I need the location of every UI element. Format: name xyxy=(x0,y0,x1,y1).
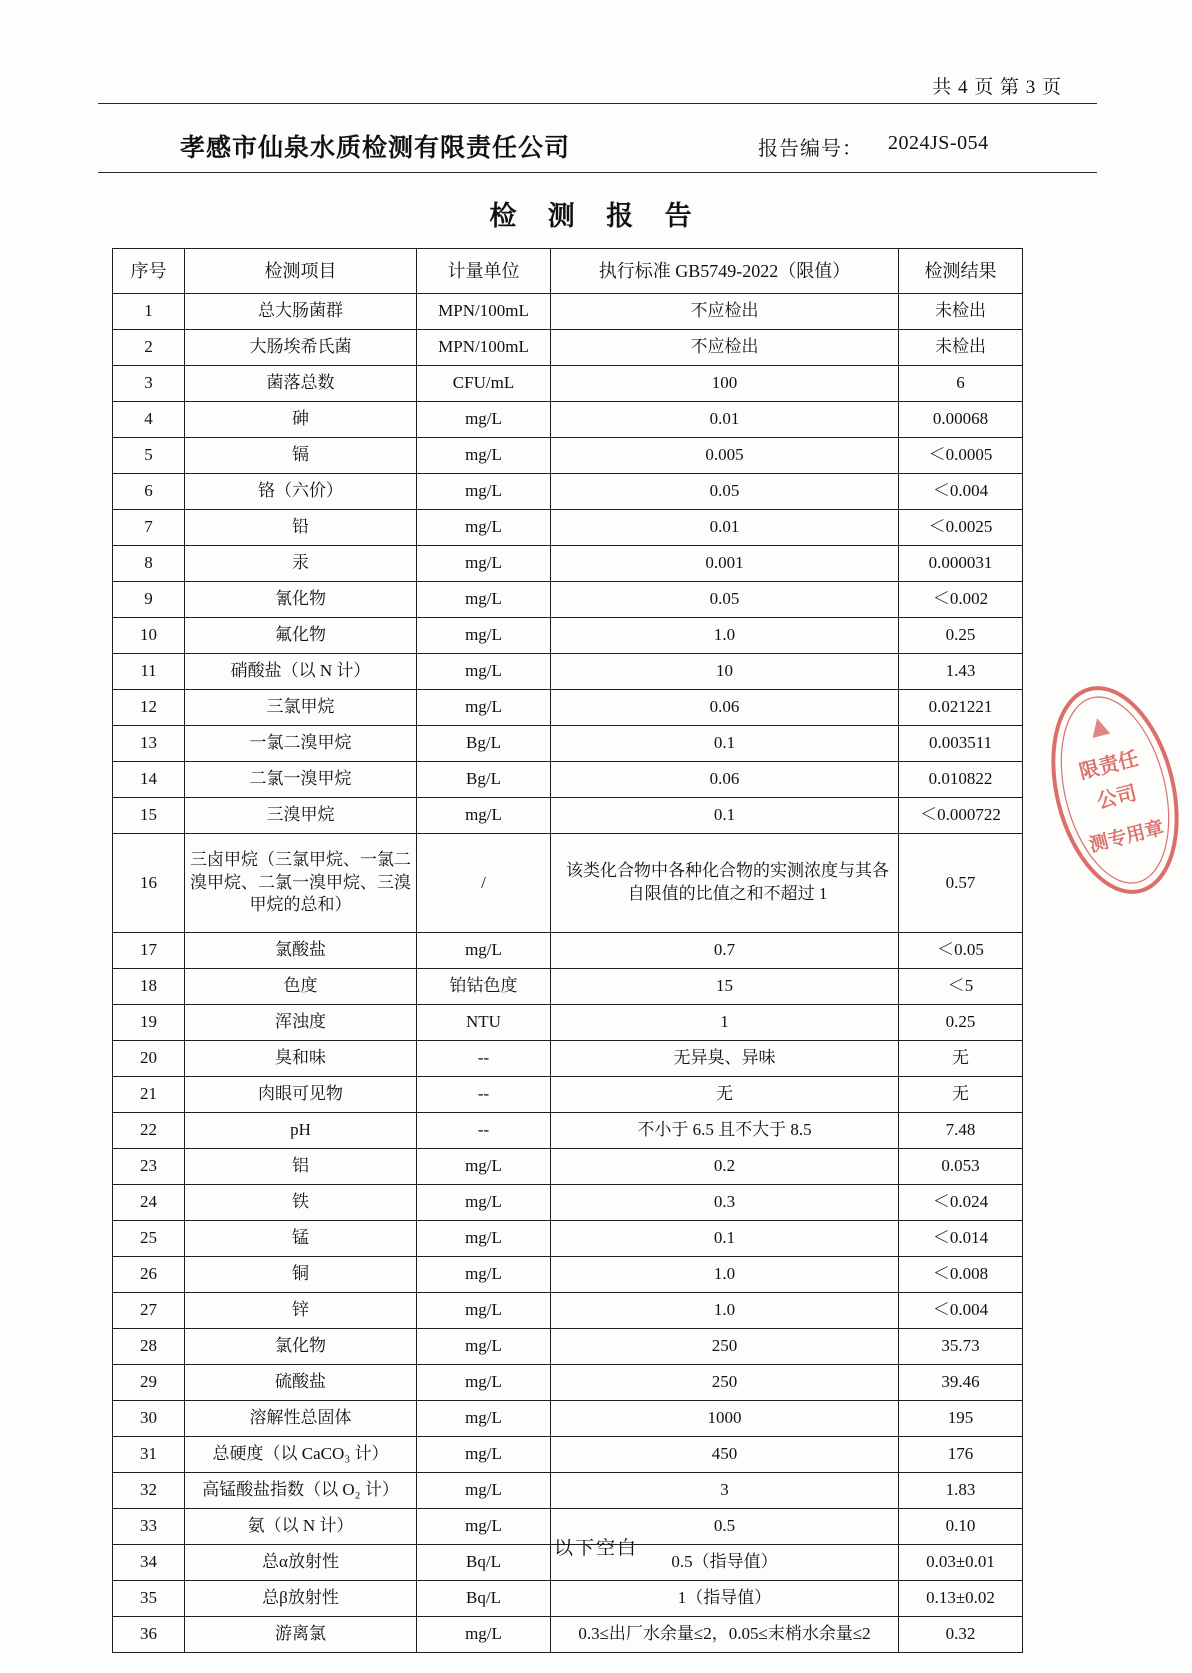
cell-no: 24 xyxy=(113,1185,185,1221)
cell-item: 二氯一溴甲烷 xyxy=(185,762,417,798)
page-indicator: 共 4 页 第 3 页 xyxy=(932,77,1062,98)
table-row xyxy=(113,969,1023,1005)
column-header-item: 检测项目 xyxy=(185,249,417,294)
cell-unit: mg/L xyxy=(417,690,551,726)
cell-result: 0.00068 xyxy=(899,402,1023,438)
document-title: 检 测 报 告 xyxy=(489,201,703,232)
cell-item: 汞 xyxy=(185,546,417,582)
cell-result: 0.32 xyxy=(899,1617,1023,1653)
cell-item: 色度 xyxy=(185,969,417,1005)
cell-item: 总α放射性 xyxy=(185,1545,417,1581)
cell-no: 14 xyxy=(113,762,185,798)
cell-standard: 10 xyxy=(551,654,899,690)
table-row xyxy=(113,1473,1023,1509)
cell-standard: 1.0 xyxy=(551,618,899,654)
cell-item: 三溴甲烷 xyxy=(185,798,417,834)
cell-unit: Bq/L xyxy=(417,1581,551,1617)
cell-unit: mg/L xyxy=(417,1509,551,1545)
cell-result: 6 xyxy=(899,366,1023,402)
cell-result: ＜0.004 xyxy=(899,474,1023,510)
cell-standard: 不应检出 xyxy=(551,330,899,366)
results-table-body xyxy=(113,294,1023,1653)
cell-item: 臭和味 xyxy=(185,1041,417,1077)
cell-result: ＜0.0005 xyxy=(899,438,1023,474)
cell-result: 未检出 xyxy=(899,330,1023,366)
cell-item: 氯酸盐 xyxy=(185,933,417,969)
cell-no: 18 xyxy=(113,969,185,1005)
cell-no: 35 xyxy=(113,1581,185,1617)
cell-no: 27 xyxy=(113,1293,185,1329)
cell-standard: 0.5 xyxy=(551,1509,899,1545)
table-row xyxy=(113,690,1023,726)
cell-item: 总大肠菌群 xyxy=(185,294,417,330)
cell-no: 2 xyxy=(113,330,185,366)
table-row xyxy=(113,834,1023,933)
cell-result: 0.000031 xyxy=(899,546,1023,582)
table-row xyxy=(113,546,1023,582)
table-row xyxy=(113,1365,1023,1401)
cell-unit: mg/L xyxy=(417,1401,551,1437)
cell-result: ＜0.002 xyxy=(899,582,1023,618)
cell-no: 7 xyxy=(113,510,185,546)
cell-item: 锌 xyxy=(185,1293,417,1329)
cell-standard: 0.2 xyxy=(551,1149,899,1185)
cell-unit: 铂钴色度 xyxy=(417,969,551,1005)
cell-unit: MPN/100mL xyxy=(417,294,551,330)
cell-item: 铬（六价） xyxy=(185,474,417,510)
table-row xyxy=(113,1437,1023,1473)
cell-result: 0.053 xyxy=(899,1149,1023,1185)
column-header-standard: 执行标准 GB5749-2022（限值） xyxy=(551,249,899,294)
cell-standard: 无异臭、异味 xyxy=(551,1041,899,1077)
cell-standard: 3 xyxy=(551,1473,899,1509)
cell-no: 28 xyxy=(113,1329,185,1365)
cell-standard: 0.1 xyxy=(551,726,899,762)
cell-result: 无 xyxy=(899,1077,1023,1113)
cell-no: 3 xyxy=(113,366,185,402)
table-row xyxy=(113,1077,1023,1113)
cell-no: 10 xyxy=(113,618,185,654)
column-header-unit: 计量单位 xyxy=(417,249,551,294)
cell-result: ＜5 xyxy=(899,969,1023,1005)
company-seal-stamp xyxy=(1044,676,1186,904)
table-row xyxy=(113,294,1023,330)
cell-unit: MPN/100mL xyxy=(417,330,551,366)
cell-result: 39.46 xyxy=(899,1365,1023,1401)
cell-result: ＜0.024 xyxy=(899,1185,1023,1221)
cell-unit: -- xyxy=(417,1077,551,1113)
cell-result: 0.021221 xyxy=(899,690,1023,726)
cell-no: 23 xyxy=(113,1149,185,1185)
cell-standard: 0.01 xyxy=(551,510,899,546)
cell-unit: mg/L xyxy=(417,510,551,546)
cell-no: 21 xyxy=(113,1077,185,1113)
cell-standard: 1000 xyxy=(551,1401,899,1437)
cell-no: 25 xyxy=(113,1221,185,1257)
cell-item: 三卤甲烷（三氯甲烷、一氯二溴甲烷、二氯一溴甲烷、三溴甲烷的总和） xyxy=(185,834,417,933)
table-row xyxy=(113,1005,1023,1041)
cell-unit: mg/L xyxy=(417,1473,551,1509)
report-number-value: 2024JS-054 xyxy=(888,132,989,154)
cell-item: 溶解性总固体 xyxy=(185,1401,417,1437)
cell-unit: mg/L xyxy=(417,618,551,654)
table-row xyxy=(113,1581,1023,1617)
table-row xyxy=(113,1221,1023,1257)
cell-standard: 0.1 xyxy=(551,798,899,834)
cell-unit: mg/L xyxy=(417,546,551,582)
table-row xyxy=(113,798,1023,834)
cell-result: 7.48 xyxy=(899,1113,1023,1149)
table-row xyxy=(113,474,1023,510)
cell-no: 20 xyxy=(113,1041,185,1077)
cell-item: 铜 xyxy=(185,1257,417,1293)
cell-unit: mg/L xyxy=(417,582,551,618)
cell-standard: 0.05 xyxy=(551,582,899,618)
cell-standard: 1.0 xyxy=(551,1257,899,1293)
cell-no: 15 xyxy=(113,798,185,834)
cell-result: 0.10 xyxy=(899,1509,1023,1545)
cell-result: 35.73 xyxy=(899,1329,1023,1365)
cell-unit: CFU/mL xyxy=(417,366,551,402)
table-row xyxy=(113,1401,1023,1437)
cell-item: 一氯二溴甲烷 xyxy=(185,726,417,762)
cell-result: 未检出 xyxy=(899,294,1023,330)
cell-no: 1 xyxy=(113,294,185,330)
table-row xyxy=(113,1617,1023,1653)
cell-item: 镉 xyxy=(185,438,417,474)
cell-item: 氯化物 xyxy=(185,1329,417,1365)
svg-text:限责任: 限责任 xyxy=(1076,745,1141,784)
cell-no: 19 xyxy=(113,1005,185,1041)
table-row xyxy=(113,1041,1023,1077)
cell-standard: 0.3 xyxy=(551,1185,899,1221)
cell-standard: 0.3≤出厂水余量≤2，0.05≤末梢水余量≤2 xyxy=(551,1617,899,1653)
cell-item: 肉眼可见物 xyxy=(185,1077,417,1113)
cell-item: 游离氯 xyxy=(185,1617,417,1653)
cell-no: 32 xyxy=(113,1473,185,1509)
company-name: 孝感市仙泉水质检测有限责任公司 xyxy=(180,133,571,162)
footer-note: 以下空白 xyxy=(553,1538,638,1559)
table-row xyxy=(113,618,1023,654)
cell-no: 29 xyxy=(113,1365,185,1401)
svg-text:公司: 公司 xyxy=(1094,780,1140,814)
cell-no: 9 xyxy=(113,582,185,618)
company-header-row xyxy=(98,128,1097,168)
cell-no: 6 xyxy=(113,474,185,510)
table-row xyxy=(113,1257,1023,1293)
report-number-label: 报告编号： xyxy=(758,138,863,160)
cell-no: 16 xyxy=(113,834,185,933)
cell-standard: 0.7 xyxy=(551,933,899,969)
cell-unit: NTU xyxy=(417,1005,551,1041)
table-header-row xyxy=(113,249,1023,294)
cell-item: 砷 xyxy=(185,402,417,438)
cell-item: 三氯甲烷 xyxy=(185,690,417,726)
cell-unit: mg/L xyxy=(417,1617,551,1653)
cell-item: 硝酸盐（以 N 计） xyxy=(185,654,417,690)
cell-result: 0.003511 xyxy=(899,726,1023,762)
table-row xyxy=(113,582,1023,618)
cell-standard: 0.05 xyxy=(551,474,899,510)
table-row xyxy=(113,1113,1023,1149)
cell-unit: mg/L xyxy=(417,1437,551,1473)
cell-unit: mg/L xyxy=(417,798,551,834)
cell-result: ＜0.05 xyxy=(899,933,1023,969)
cell-standard: 该类化合物中各种化合物的实测浓度与其各自限值的比值之和不超过 1 xyxy=(551,834,899,933)
cell-result: ＜0.008 xyxy=(899,1257,1023,1293)
cell-standard: 0.1 xyxy=(551,1221,899,1257)
cell-unit: mg/L xyxy=(417,1329,551,1365)
cell-standard: 不小于 6.5 且不大于 8.5 xyxy=(551,1113,899,1149)
cell-item: 氰化物 xyxy=(185,582,417,618)
cell-item: 铁 xyxy=(185,1185,417,1221)
cell-result: 1.83 xyxy=(899,1473,1023,1509)
cell-item: 总β放射性 xyxy=(185,1581,417,1617)
cell-standard: 1.0 xyxy=(551,1293,899,1329)
results-table xyxy=(112,248,1023,1653)
cell-standard: 1（指导值） xyxy=(551,1581,899,1617)
cell-result: 195 xyxy=(899,1401,1023,1437)
cell-standard: 0.5（指导值） xyxy=(551,1545,899,1581)
cell-unit: -- xyxy=(417,1113,551,1149)
cell-item: 氨（以 N 计） xyxy=(185,1509,417,1545)
cell-standard: 0.06 xyxy=(551,690,899,726)
table-row xyxy=(113,510,1023,546)
cell-standard: 250 xyxy=(551,1329,899,1365)
column-header-result: 检测结果 xyxy=(899,249,1023,294)
cell-result: 0.010822 xyxy=(899,762,1023,798)
svg-text:测专用章: 测专用章 xyxy=(1087,816,1167,857)
cell-standard: 250 xyxy=(551,1365,899,1401)
cell-no: 36 xyxy=(113,1617,185,1653)
cell-standard: 15 xyxy=(551,969,899,1005)
cell-result: ＜0.004 xyxy=(899,1293,1023,1329)
cell-result: ＜0.000722 xyxy=(899,798,1023,834)
cell-unit: mg/L xyxy=(417,1221,551,1257)
cell-no: 26 xyxy=(113,1257,185,1293)
cell-unit: mg/L xyxy=(417,402,551,438)
company-divider xyxy=(98,172,1097,173)
table-row xyxy=(113,933,1023,969)
cell-standard: 无 xyxy=(551,1077,899,1113)
cell-no: 30 xyxy=(113,1401,185,1437)
cell-result: 0.25 xyxy=(899,1005,1023,1041)
cell-item: 高锰酸盐指数（以 O₂ 计） xyxy=(185,1473,417,1509)
column-header-no: 序号 xyxy=(113,249,185,294)
cell-no: 13 xyxy=(113,726,185,762)
cell-standard: 0.005 xyxy=(551,438,899,474)
cell-result: 无 xyxy=(899,1041,1023,1077)
cell-no: 33 xyxy=(113,1509,185,1545)
cell-standard: 1 xyxy=(551,1005,899,1041)
cell-result: 176 xyxy=(899,1437,1023,1473)
cell-unit: mg/L xyxy=(417,1293,551,1329)
table-row xyxy=(113,330,1023,366)
table-row xyxy=(113,438,1023,474)
cell-no: 12 xyxy=(113,690,185,726)
cell-item: 大肠埃希氏菌 xyxy=(185,330,417,366)
cell-item: 硫酸盐 xyxy=(185,1365,417,1401)
cell-unit: mg/L xyxy=(417,438,551,474)
table-row xyxy=(113,1293,1023,1329)
table-row xyxy=(113,1149,1023,1185)
cell-item: 铅 xyxy=(185,510,417,546)
header-divider xyxy=(98,103,1097,104)
cell-unit: mg/L xyxy=(417,1149,551,1185)
cell-result: 0.03±0.01 xyxy=(899,1545,1023,1581)
cell-unit: -- xyxy=(417,1041,551,1077)
table-row xyxy=(113,1329,1023,1365)
cell-no: 11 xyxy=(113,654,185,690)
cell-item: pH xyxy=(185,1113,417,1149)
table-row xyxy=(113,366,1023,402)
cell-no: 31 xyxy=(113,1437,185,1473)
cell-item: 总硬度（以 CaCO₃ 计） xyxy=(185,1437,417,1473)
table-row xyxy=(113,1185,1023,1221)
cell-unit: / xyxy=(417,834,551,933)
cell-unit: mg/L xyxy=(417,933,551,969)
cell-no: 17 xyxy=(113,933,185,969)
cell-item: 菌落总数 xyxy=(185,366,417,402)
cell-no: 8 xyxy=(113,546,185,582)
table-row xyxy=(113,726,1023,762)
table-row xyxy=(113,402,1023,438)
cell-result: 0.25 xyxy=(899,618,1023,654)
table-row xyxy=(113,762,1023,798)
cell-no: 22 xyxy=(113,1113,185,1149)
cell-result: ＜0.014 xyxy=(899,1221,1023,1257)
cell-result: ＜0.0025 xyxy=(899,510,1023,546)
cell-unit: Bq/L xyxy=(417,1545,551,1581)
cell-result: 0.13±0.02 xyxy=(899,1581,1023,1617)
cell-no: 4 xyxy=(113,402,185,438)
cell-unit: Bg/L xyxy=(417,726,551,762)
cell-unit: mg/L xyxy=(417,1185,551,1221)
cell-standard: 0.001 xyxy=(551,546,899,582)
cell-standard: 450 xyxy=(551,1437,899,1473)
cell-standard: 100 xyxy=(551,366,899,402)
cell-unit: Bg/L xyxy=(417,762,551,798)
cell-standard: 不应检出 xyxy=(551,294,899,330)
cell-result: 1.43 xyxy=(899,654,1023,690)
cell-unit: mg/L xyxy=(417,474,551,510)
cell-no: 5 xyxy=(113,438,185,474)
cell-item: 锰 xyxy=(185,1221,417,1257)
cell-unit: mg/L xyxy=(417,1257,551,1293)
cell-standard: 0.06 xyxy=(551,762,899,798)
cell-item: 浑浊度 xyxy=(185,1005,417,1041)
cell-unit: mg/L xyxy=(417,654,551,690)
table-row xyxy=(113,654,1023,690)
cell-unit: mg/L xyxy=(417,1365,551,1401)
cell-standard: 0.01 xyxy=(551,402,899,438)
cell-item: 氟化物 xyxy=(185,618,417,654)
cell-no: 34 xyxy=(113,1545,185,1581)
cell-result: 0.57 xyxy=(899,834,1023,933)
cell-item: 铝 xyxy=(185,1149,417,1185)
